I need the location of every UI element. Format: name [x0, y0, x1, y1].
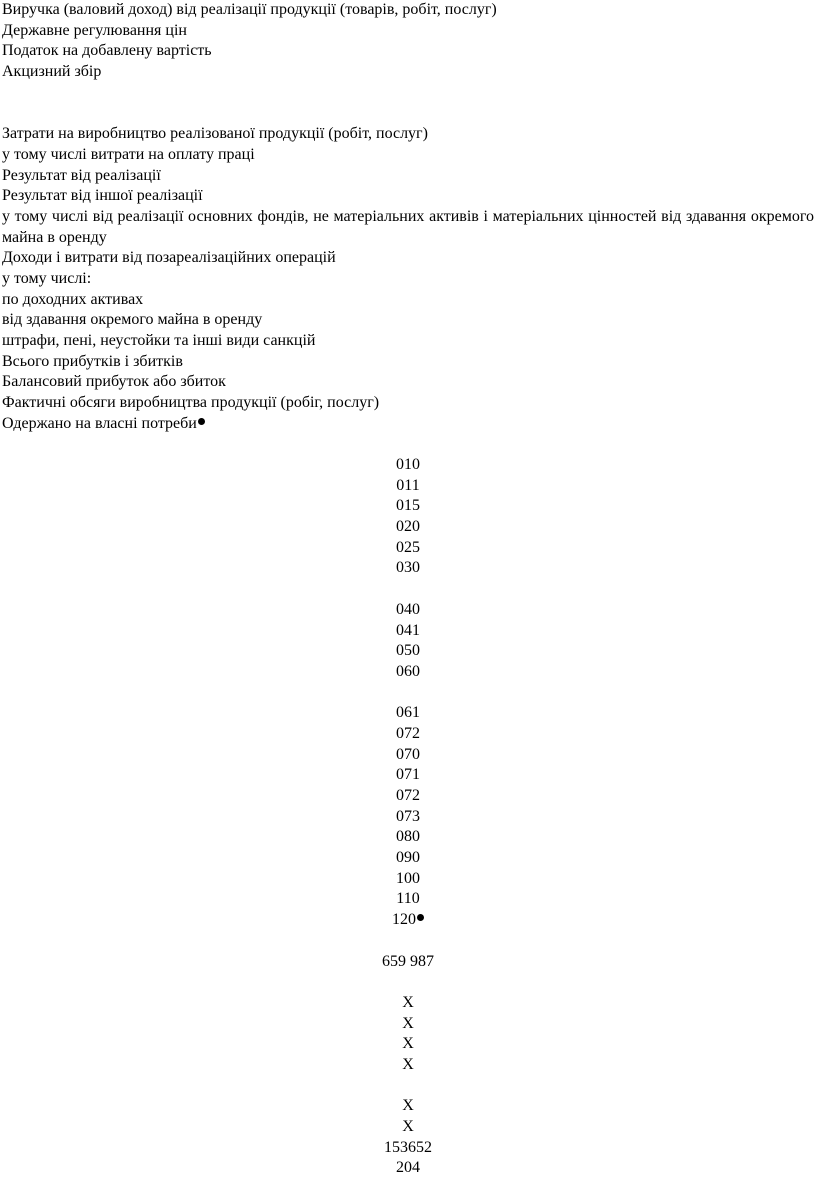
code-cell: 041 [396, 621, 420, 639]
label-non-operating: Доходи і витрати від позареалізаційних операцій [2, 249, 336, 267]
spacer [368, 972, 448, 993]
label-revenue: Виручка (валовий доход) від реалізації продукції (товарів, робіт, послуг) [2, 1, 497, 18]
code-cell: 090 [396, 849, 420, 867]
code-cell: 030 [396, 559, 420, 577]
spacer [368, 1076, 448, 1097]
spacer [368, 931, 448, 952]
value-cell: 204 [396, 1159, 420, 1177]
value-cell: Х [402, 1014, 414, 1032]
code-cell: 100 [396, 869, 420, 887]
spacer [2, 103, 814, 124]
label-total-profit-loss: Всього прибутків і збитків [2, 352, 183, 370]
label-fixed-assets-sales: у тому числі від реалізації основних фондів, не матеріальних активів і матеріальних цінностей від здавання окремого майна в оренду [2, 207, 814, 246]
code-cell: 110 [396, 890, 420, 908]
code-cell: 020 [396, 518, 420, 536]
footnote-bullet-icon [198, 418, 205, 425]
code-cell: 120 [392, 911, 416, 929]
value-cell: Х [402, 1035, 414, 1053]
code-cell-120 [368, 910, 448, 931]
label-balance-profit: Балансовий прибуток або збиток [2, 373, 226, 391]
footnote-bullet-icon [417, 914, 424, 921]
spacer [368, 579, 448, 600]
label-fines: штрафи, пені, неустойки та інші види санкцій [2, 332, 316, 350]
spacer [368, 683, 448, 704]
label-actual-volume: Фактичні обсяги виробництва продукції (робіг, послуг) [2, 394, 380, 412]
value-cell: Х [402, 1118, 414, 1135]
label-excise: Акцизний збір [2, 63, 102, 81]
value-cell: 659 987 [382, 952, 434, 970]
code-cell: 060 [396, 662, 420, 680]
code-cell: 070 [396, 745, 420, 763]
value-cell: Х [402, 993, 414, 1011]
code-cell: 071 [396, 766, 420, 784]
code-cell: 080 [396, 828, 420, 846]
value-cell: Х [402, 1097, 414, 1115]
code-cell: 072 [396, 724, 420, 742]
label-own-needs-row [2, 414, 814, 435]
label-vat: Податок на добавлену вартість [2, 42, 212, 60]
code-cell: 040 [396, 600, 420, 618]
label-income-assets: по доходних активах [2, 290, 144, 308]
code-cell: 025 [396, 538, 420, 556]
row-labels [2, 0, 814, 434]
label-state-regulation: Державне регулювання цін [2, 21, 187, 39]
label-labor-costs: у тому числі витрати на оплату праці [2, 145, 255, 163]
code-cell: 072 [396, 787, 420, 804]
code-cell: 073 [396, 807, 420, 825]
code-cell: 061 [396, 704, 420, 722]
code-cell: 050 [396, 642, 420, 660]
value-cell: Х [402, 1055, 414, 1073]
code-cell: 011 [396, 476, 420, 494]
label-own-needs: Одержано на власні потреби [2, 414, 197, 432]
value-cell: 153652 [384, 1138, 432, 1156]
spacer [2, 83, 814, 104]
label-sales-result: Результат від реалізації [2, 166, 161, 184]
code-cell: 010 [396, 456, 420, 473]
label-including: у тому числі: [2, 269, 92, 287]
label-production-costs: Затрати на виробництво реалізованої продукції (робіт, послуг) [2, 125, 428, 143]
code-cell: 015 [396, 497, 420, 515]
codes-and-values-column [368, 455, 448, 1179]
label-rental: від здавання окремого майна в оренду [2, 311, 263, 329]
label-other-sales-result: Результат від іншої реалізації [2, 187, 203, 205]
